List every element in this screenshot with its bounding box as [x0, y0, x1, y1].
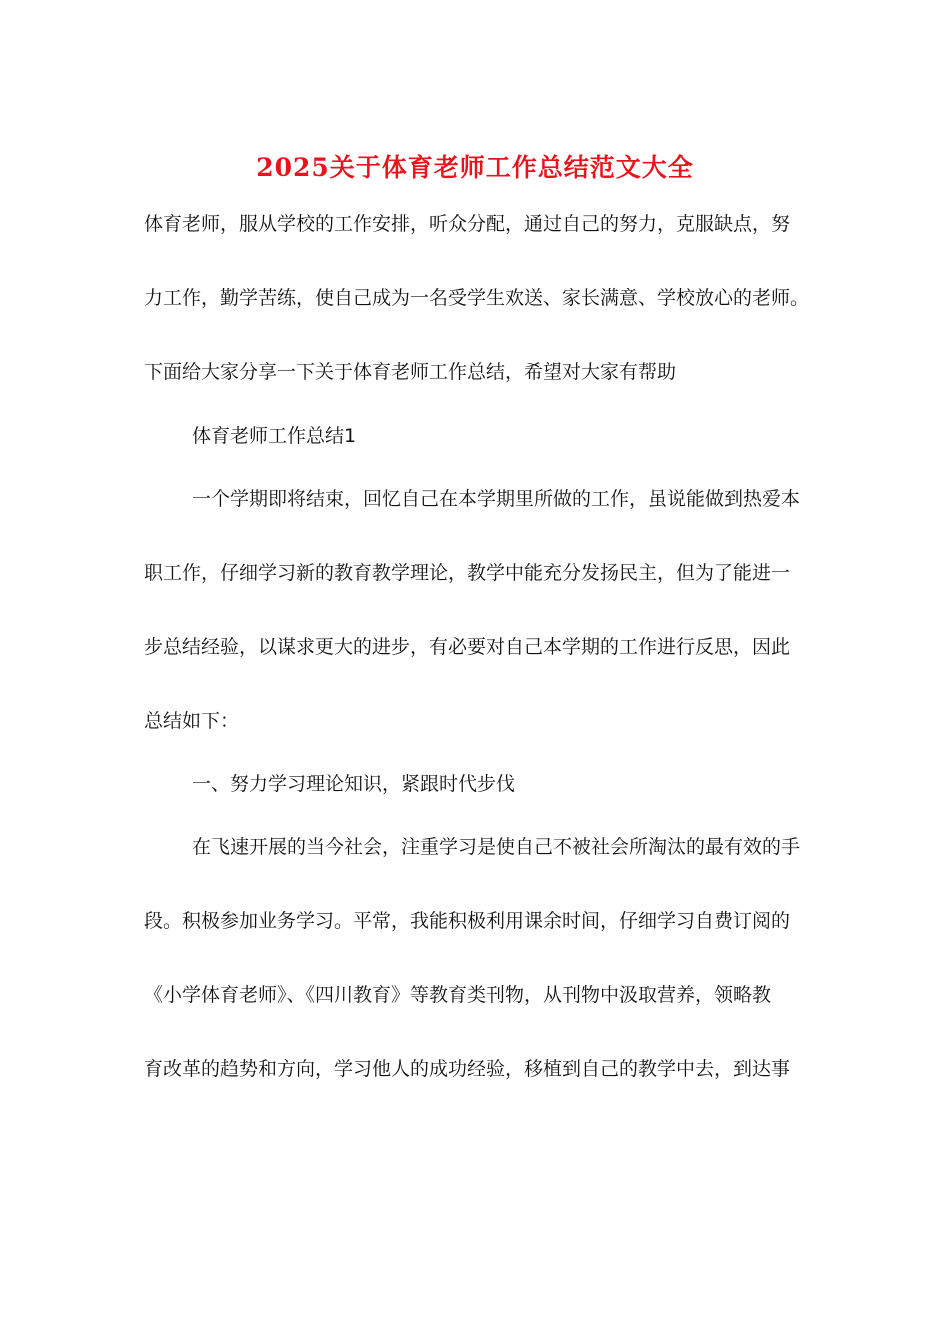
paragraph-line: 总结如下： [144, 710, 240, 732]
section-heading: 体育老师工作总结1 [192, 425, 357, 447]
paragraph-line: 一个学期即将结束，回忆自己在本学期里所做的工作，虽说能做到热爱本 [192, 488, 801, 510]
paragraph-line: 体育老师，服从学校的工作安排，听众分配，通过自己的努力，克服缺点，努 [144, 213, 791, 235]
paragraph-line: 育改革的趋势和方向，学习他人的成功经验，移植到自己的教学中去，到达事 [144, 1058, 791, 1080]
paragraph-line: 步总结经验，以谋求更大的进步，有必要对自己本学期的工作进行反思，因此 [144, 636, 791, 658]
paragraph-line: 下面给大家分享一下关于体育老师工作总结，希望对大家有帮助 [144, 361, 677, 383]
paragraph-line: 段。积极参加业务学习。平常，我能积极利用课余时间，仔细学习自费订阅的 [144, 910, 791, 932]
paragraph-line: 《小学体育老师》、《四川教育》等教育类刊物，从刊物中汲取营养，领略教 [144, 984, 772, 1006]
document-title: 2025关于体育老师工作总结范文大全 [256, 153, 694, 182]
paragraph-line: 力工作，勤学苦练，使自己成为一名受学生欢送、家长满意、学校放心的老师。 [144, 287, 810, 309]
section-heading: 一、努力学习理论知识，紧跟时代步伐 [192, 773, 516, 795]
paragraph-line: 在飞速开展的当今社会，注重学习是使自己不被社会所淘汰的最有效的手 [192, 836, 801, 858]
paragraph-line: 职工作，仔细学习新的教育教学理论，教学中能充分发扬民主，但为了能进一 [144, 562, 791, 584]
